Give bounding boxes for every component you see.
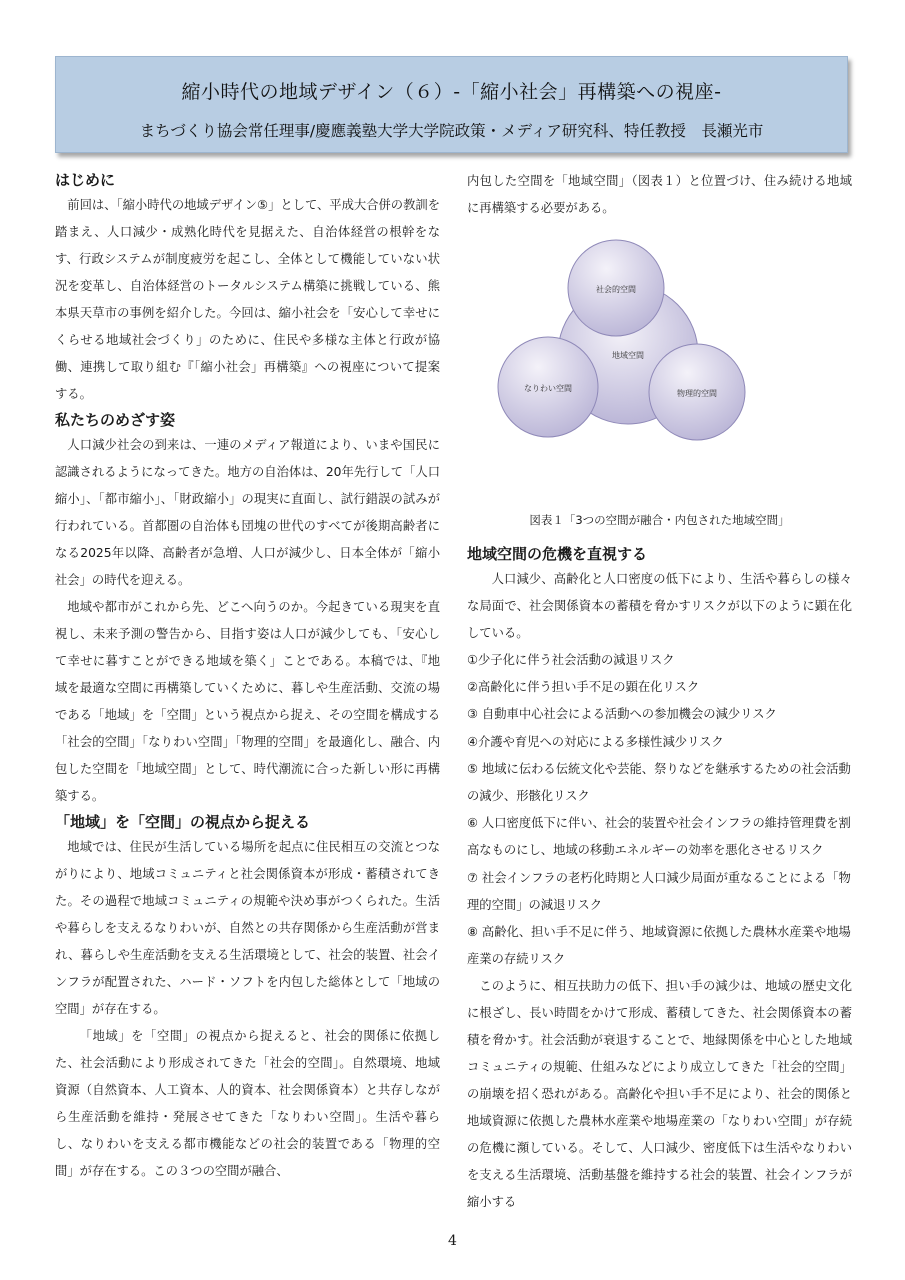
section-heading-space: 「地域」を「空間」の視点から捉える	[55, 813, 311, 831]
article-title: 縮小時代の地域デザイン（６）-「縮小社会」再構築への視座-	[181, 81, 722, 103]
paragraph-crisis: 人口減少、高齢化と人口密度の低下により、生活や暮らしの様々な局面で、社会関係資本の蓄積を脅かすリスクが以下のように顕在化している。	[467, 572, 852, 640]
risk-item: ①少子化に伴う社会活動の減退リスク	[467, 653, 675, 667]
label-regional-space: 地域空間	[612, 351, 644, 360]
figure-caption: 図表１「3つの空間が融合・内包された地域空間」	[529, 513, 790, 527]
label-livelihood-space: なりわい空間	[524, 384, 572, 393]
paragraph-goal-2: 地域や都市がこれから先、どこへ向うのか。今起きている現実を直視し、未来予測の警告から、目指す姿は人口が減少しても、「安心して幸せに暮すことができる地域を築く」ことである。本稿では、『地域を最適な空間に再構築していくために、暮しや生産活動、交流の場である「地域」を「空間」という視点から捉え、その空間を構成する「社会的空間」「なりわい空間」「物理的空間」を最適化し、融合、内包した空間を「地域空間」として、時代潮流に合った新しい形に再構築する。	[55, 600, 440, 803]
paragraph-intro: 前回は、「縮小時代の地域デザイン⑤」として、平成大合併の教訓を踏まえ、人口減少・成熟化時代を見据えた、自治体経営の根幹をなす、行政システムが制度疲労を起こし、全体として機能していない状況を変革し、自治体経営のトータルシステム構築に挑戦している、熊本県天草市の事例を紹介した。今回は、縮小社会を「安心して幸せにくらせる地域社会づくり」のために、住民や多様な主体と行政が協働、連携して取り組む『「縮小社会」再構築』への視座について提案する。	[55, 198, 440, 401]
risk-item: ③ 自動車中心社会による活動への参加機会の減少リスク	[467, 707, 777, 722]
section-heading-crisis: 地域空間の危機を直視する	[467, 545, 648, 563]
section-heading-goal: 私たちのめざす姿	[55, 411, 176, 429]
paragraph-continued: 内包した空間を「地域空間」（図表１）と位置づけ、住み続ける地域に再構築する必要がある。	[467, 174, 852, 215]
section-heading-intro: はじめに	[55, 171, 116, 189]
label-physical-space: 物理的空間	[677, 389, 717, 398]
paragraph-space-1: 地域では、住民が生活している場所を起点に住民相互の交流とつながりにより、地域コミュニティと社会関係資本が形成・蓄積されてきた。その過程で地域コミュニティの規範や決め事がつくられた。生活や暮らしを支えるなりわいが、自然との共存関係から生産活動が営まれ、暮らしや生産活動を支える生活環境として、社会的装置、社会インフラが配置された、ハード・ソフトを内包した総体として「地域の空間」が存在する。	[55, 840, 440, 1016]
risk-list	[467, 647, 852, 973]
paragraph-goal-1: 人口減少社会の到来は、一連のメディア報道により、いまや国民に認識されるようになってきた。地方の自治体は、20年先行して「人口縮小」、「都市縮小」、「財政縮小」の現実に直面し、試行錯誤の試みが行われている。首都圏の自治体も団塊の世代のすべてが後期高齢者になる2025年以降、高齢者が急増、人口が減少し、日本全体が「縮小社会」の時代を迎える。	[55, 438, 440, 587]
risk-item: ④介護や育児への対応による多様性減少リスク	[467, 734, 724, 749]
right-column	[467, 168, 852, 1216]
risk-item: ⑦ 社会インフラの老朽化時期と人口減少局面が重なることによる「物理的空間」の減退リスク	[467, 870, 851, 912]
page-number: 4	[448, 1233, 457, 1249]
risk-item: ⑥ 人口密度低下に伴い、社会的装置や社会インフラの維持管理費を割高なものにし、地域の移動エネルギーの効率を悪化させるリスク	[467, 816, 851, 858]
risk-item: ②高齢化に伴う担い手不足の顕在化リスク	[467, 680, 700, 695]
left-column	[55, 168, 440, 1185]
article-header	[55, 56, 848, 153]
figure-regional-space	[467, 222, 852, 542]
risk-item: ⑤ 地域に伝わる伝統文化や芸能、祭りなどを継承するための社会活動の減少、形骸化リスク	[467, 761, 851, 804]
risk-item: ⑧ 高齢化、担い手不足に伴う、地域資源に依拠した農林水産業や地場産業の存続リスク	[467, 925, 851, 967]
label-social-space: 社会的空間	[596, 285, 636, 294]
paragraph-conclusion: このように、相互扶助力の低下、担い手の減少は、地域の歴史文化に根ざし、長い時間をかけて形成、蓄積してきた、社会関係資本の蓄積を脅かす。社会活動が衰退することで、地縁関係を中心とした地域コミュニティの規範、仕組みなどにより成立してきた「社会的空間」の崩壊を招く恐れがある。高齢化や担い手不足により、社会的関係と地域資源に依拠した農林水産業や地場産業の「なりわい空間」が存続の危機に瀕している。そして、人口減少、密度低下は生活やなりわいを支える生活環境、活動基盤を維持する社会的装置、社会インフラが縮小する	[467, 979, 852, 1210]
article-author: まちづくり協会常任理事/慶應義塾大学大学院政策・メディア研究科、特任教授 長瀬光市	[139, 122, 764, 140]
venn-diagram	[467, 222, 852, 492]
paragraph-space-2: 「地域」を「空間」の視点から捉えると、社会的関係に依拠した、社会活動により形成されてきた「社会的空間」。自然環境、地域資源（自然資本、人工資本、人的資本、社会関係資本）と共存しながら生産活動を維持・発展させてきた「なりわい空間」。生活や暮らし、なりわいを支える都市機能などの社会的装置である「物理的空間」が存在する。この３つの空間が融合、	[55, 1029, 440, 1178]
